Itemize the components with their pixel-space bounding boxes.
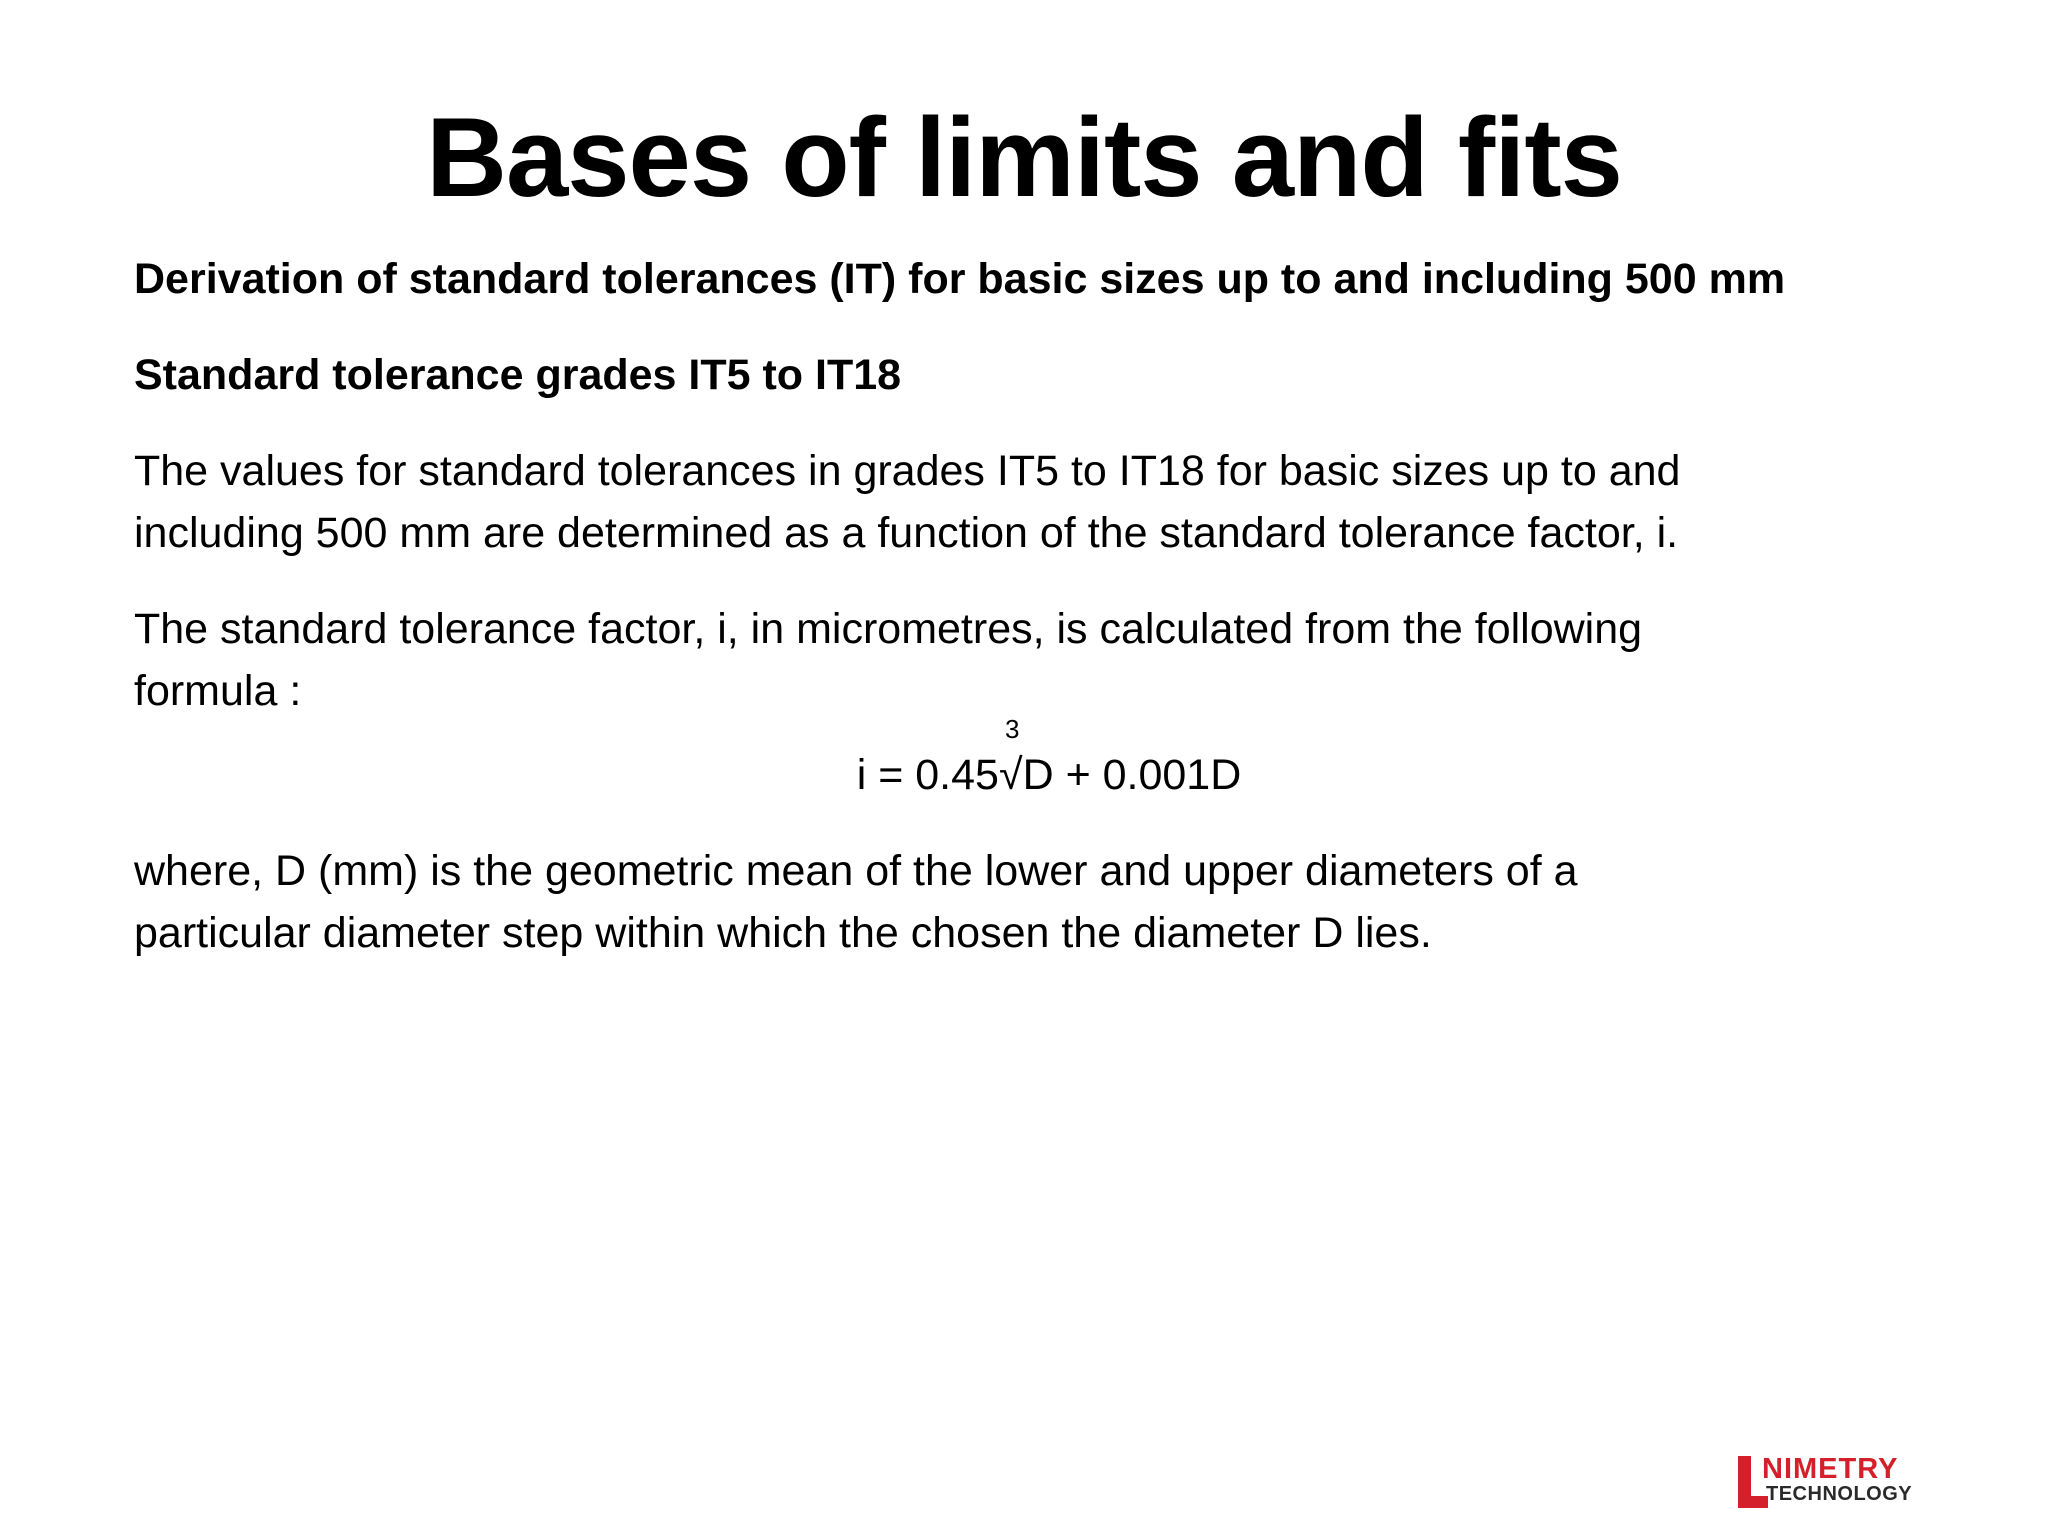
root-index: 3 (1004, 714, 1020, 744)
heading-derivation: Derivation of standard tolerances (IT) for basic sizes up to and including 500 mm (134, 255, 1786, 303)
paragraph-line: The values for standard tolerances in grades IT5 to IT18 for basic sizes up to and (134, 447, 1681, 495)
paragraph-standard-tolerances (134, 440, 1934, 564)
paragraph-line: The standard tolerance factor, i, in micrometres, is calculated from the following (134, 605, 1643, 653)
paragraph-line: including 500 mm are determined as a function of the standard tolerance factor, i. (134, 509, 1679, 557)
tolerance-formula (134, 714, 1964, 806)
paragraph-line: particular diameter step within which the chosen the diameter D lies. (134, 909, 1432, 957)
formula-prefix: i = 0.45 (856, 751, 999, 799)
paragraph-line: formula : (134, 667, 302, 715)
paragraph-tolerance-factor (134, 598, 1934, 722)
cube-root (998, 714, 1023, 806)
formula-suffix: D + 0.001D (1022, 751, 1242, 799)
paragraph-line: where, D (mm) is the geometric mean of the lower and upper diameters of a (134, 847, 1578, 895)
slide-title: Bases of limits and fits (426, 95, 1622, 220)
logo-bottom-text: TECHNOLOGY (1766, 1483, 1913, 1505)
root-symbol: √ (998, 751, 1023, 799)
heading-tolerance-grades: Standard tolerance grades IT5 to IT18 (134, 351, 902, 399)
logo-top-text: NIMETRY (1762, 1453, 1899, 1485)
paragraph-geometric-mean (134, 840, 1934, 964)
unimetry-logo (1738, 1453, 1974, 1508)
slide-content (134, 248, 1934, 998)
